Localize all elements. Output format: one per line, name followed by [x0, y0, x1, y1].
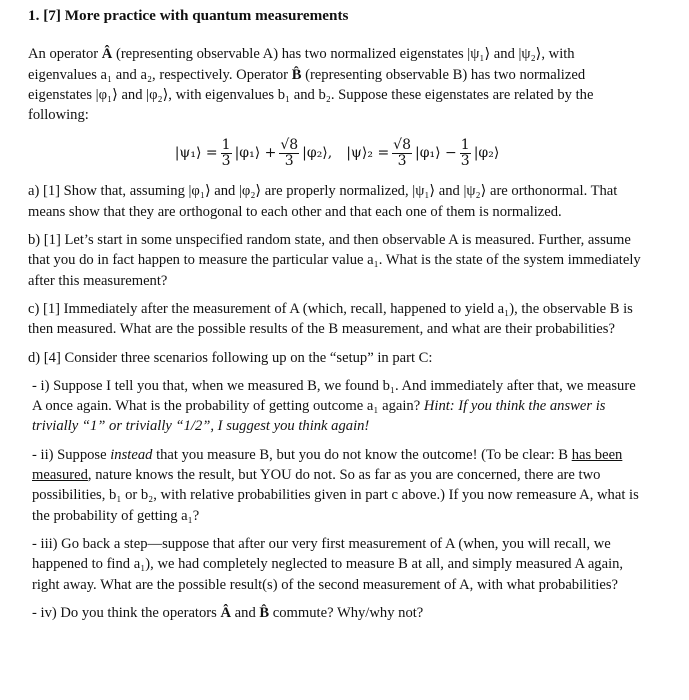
operator-a-symbol: Â	[101, 46, 113, 63]
eq2-f1-numerator: √8	[393, 136, 411, 153]
part-d-iv	[32, 603, 646, 623]
part-d-i	[32, 376, 646, 437]
eq2-fraction-2	[460, 138, 471, 169]
intro-text-1: An operator	[28, 46, 102, 63]
problem-title: 1. [7] More practice with quantum measurements	[28, 7, 349, 24]
part-d-i-text: - i) Suppose I tell you that, when we measured B, we found b₁. And immediately after that, we measure A once again. What is the probability of getting outcome a₁ again?	[32, 377, 636, 415]
part-d: d) [4] Consider three scenarios following up on the “setup” in part C:	[28, 349, 433, 366]
eq1-f2-numerator: √8	[280, 136, 299, 153]
eq1-term-2: |φ₂⟩,	[302, 145, 333, 162]
part-d-iv-text-3: commute? Why/why not?	[269, 604, 424, 621]
part-c: c) [1] Immediately after the measurement of A (which, recall, happened to yield a₁), the observable B is then measured. What are the possible results of the B measurement, and what are their probabilities?	[28, 300, 633, 338]
eq2-f2-denominator: 3	[460, 152, 470, 169]
part-d-ii-instead: instead	[110, 446, 153, 463]
eq1-f2-denominator: 3	[284, 152, 294, 169]
eq2-f1-denominator: 3	[397, 152, 407, 169]
eq1-fraction-2	[279, 138, 299, 169]
operator-b-symbol: B̂	[291, 66, 302, 83]
eq2-fraction-1	[392, 138, 412, 169]
eq1-lhs: |ψ₁⟩ =	[174, 145, 218, 162]
part-d-ii-text-2: that you measure B, but you do not know the outcome! (To be clear: B	[152, 446, 572, 463]
part-d-ii-text-3: , nature knows the result, but YOU do not. So as far as you are concerned, there are two possibilities, b₁ or b₂, with relative probabilities given in part c above.) If you now remeasure A, what is the probability of getting a₁?	[32, 467, 639, 524]
intro-text-2: (representing observable A) has two normalized eigenstates |ψ₁⟩ and |ψ₂⟩, with eigenvalues a₁ and a₂, respectively. Operator	[28, 46, 575, 83]
part-a: a) [1] Show that, assuming |φ₁⟩ and |φ₂⟩ are properly normalized, |ψ₁⟩ and |ψ₂⟩ are orthonormal. That means show that they are orthogonal to each other and that each one of them is normalized.	[28, 183, 618, 220]
intro-text-3: (representing observable B) has two normalized eigenstates |φ₁⟩ and |φ₂⟩, with eigenvalues b₁ and b₂. Suppose these eigenstates are related by the following:	[28, 66, 594, 124]
eq1-term-1: |φ₁⟩ +	[234, 145, 277, 162]
part-d-iv-text-1: - iv) Do you think the operators	[32, 604, 221, 621]
eq2-term-2: |φ₂⟩	[473, 145, 500, 162]
eq1-f1-numerator: 1	[221, 136, 231, 153]
part-b: b) [1] Let’s start in some unspecified random state, and then observable A is measured. Further, assume that you do in fact happen to measure the particular value a₁. What is the state of the system immediately after this measurement?	[28, 232, 641, 289]
eq2-term-1: |φ₁⟩ −	[415, 145, 457, 162]
part-d-iii: - iii) Go back a step—suppose that after our very first measurement of A (when, you will recall, we happened to find a₁), we had completely neglected to measure B at all, and simply measured A again, right away. What are the possible result(s) of the second measurement of A, with what probabilities?	[32, 535, 624, 593]
part-d-iv-operator-b: B̂	[259, 604, 270, 621]
part-d-iv-text-2: and	[231, 604, 260, 621]
eq1-fraction-1	[221, 138, 232, 169]
part-d-ii	[32, 445, 646, 526]
intro-paragraph	[28, 44, 646, 125]
eq1-f1-denominator: 3	[221, 152, 231, 169]
part-d-ii-underlined: has been measured	[32, 446, 623, 484]
part-d-i-hint: Hint: If you think the answer is trivially “1” or trivially “1/2”, I suggest you think again!	[32, 398, 606, 435]
part-d-iv-operator-a: Â	[220, 604, 232, 621]
eq2-lhs: |ψ⟩₂ =	[346, 145, 390, 162]
eq2-f2-numerator: 1	[460, 136, 470, 153]
eigenstate-equations	[28, 131, 646, 175]
part-d-ii-text-1: - ii) Suppose	[32, 446, 111, 463]
problem-page	[28, 6, 646, 631]
